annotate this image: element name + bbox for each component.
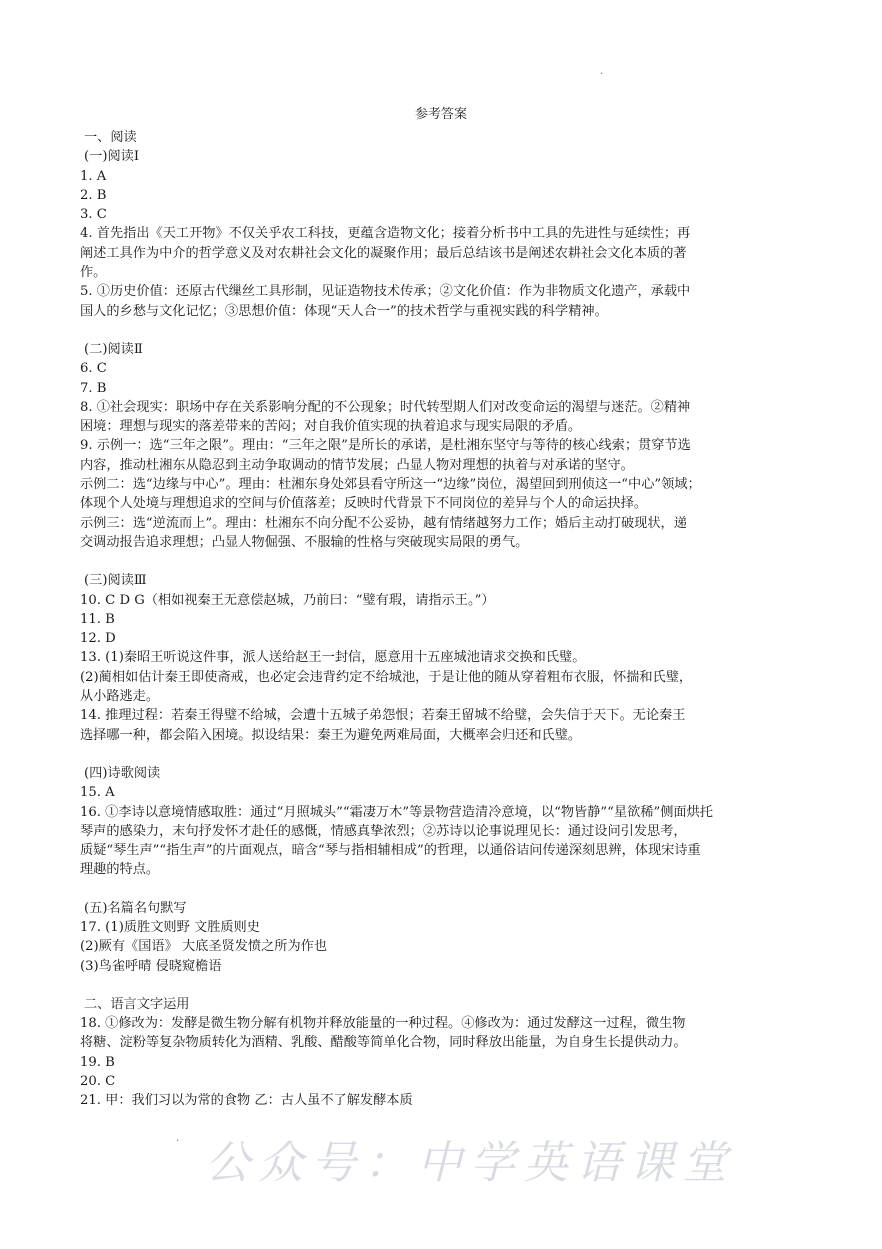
- answer-line: 示例三：选“逆流而上”。理由：杜湘东不向分配不公妥协，越有情绪越努力工作；婚后主动打破现状，递: [80, 515, 687, 531]
- answer-line: 理趣的特点。: [80, 862, 160, 878]
- page-title: 参考答案: [414, 107, 467, 122]
- paragraph-gap: [80, 321, 806, 340]
- answer-line: 10. C D G（相如视秦王无意偿赵城，乃前曰：“璧有瑕，请指示王。”）: [80, 592, 495, 608]
- answer-body: [80, 128, 806, 1111]
- section-heading: (二)阅读Ⅱ: [84, 341, 143, 357]
- answer-line: 5. ①历史价值：还原古代缫丝工具形制，见证造物技术传承；②文化价值：作为非物质文化遗产，承载中: [80, 284, 691, 300]
- section-heading: (三)阅读Ⅲ: [84, 573, 147, 589]
- answer-line: 8. ①社会现实：职场中存在关系影响分配的不公现象；时代转型期人们对改变命运的渴望与迷茫。②精神: [80, 399, 691, 415]
- section-heading: (四)诗歌阅读: [84, 765, 161, 781]
- answer-line: 3. C: [80, 207, 107, 223]
- answer-line: 质疑“琴生声”“指生声”的片面观点，暗含“琴与指相辅相成”的哲理，以通俗诘问传递深刻思辨，体现宋诗重: [80, 843, 701, 859]
- answer-line: 17. (1)质胜文则野 文胜质则史: [80, 919, 260, 935]
- answer-line: 示例二：选“边缘与中心”。理由：杜湘东身处郊县看守所这一“边缘”岗位，渴望回到刑侦这一“中心”领域；: [80, 477, 701, 493]
- answer-line: 4. 首先指出《天工开物》不仅关乎农工科技，更蕴含造物文化；接着分析书中工具的先进性与延续性；再: [80, 226, 691, 242]
- answer-line: 16. ①李诗以意境情感取胜：通过“月照城头”“霜凄万木”等景物营造清冷意境，以“物皆静”“星欲稀”侧面烘托: [80, 804, 713, 820]
- answer-line: 困境：理想与现实的落差带来的苦闷；对自我价值实现的执着追求与现实局限的矛盾。: [80, 419, 582, 435]
- paragraph-gap: [80, 745, 806, 764]
- section-heading: (一)阅读Ⅰ: [84, 149, 140, 165]
- answer-line: 12. D: [80, 631, 116, 647]
- answer-line: 15. A: [80, 785, 115, 801]
- answer-line: 阐述工具作为中介的哲学意义及对农耕社会文化的凝聚作用；最后总结该书是阐述农耕社会文化本质的著: [80, 245, 687, 261]
- answer-line: 13. (1)秦昭王听说这件事，派人送给赵王一封信，愿意用十五座城池请求交换和氏璧。: [80, 650, 586, 666]
- answer-line: 9. 示例一：选“三年之限”。理由：“三年之限”是所长的承诺，是杜湘东坚守与等待的核心线索；贯穿节选: [80, 438, 691, 454]
- answer-line: 7. B: [80, 380, 107, 396]
- answer-line: 2. B: [80, 187, 107, 203]
- answer-line: 体现个人处境与理想追求的空间与价值落差；反映时代背景下不同岗位的差异与个人的命运抉择。: [80, 496, 648, 512]
- paragraph-gap: [80, 552, 806, 571]
- section-heading: 一、阅读: [84, 130, 137, 145]
- answer-line: 交调动报告追求理想；凸显人物倔强、不服输的性格与突破现实局限的勇气。: [80, 534, 529, 550]
- answer-line: 作。: [80, 265, 107, 281]
- answer-line: 1. A: [80, 168, 107, 184]
- section-heading: (五)名篇名句默写: [84, 900, 187, 916]
- section-heading: 二、语言文字运用: [84, 996, 190, 1012]
- answer-line: 从小路逃走。: [80, 689, 160, 705]
- paragraph-gap: [80, 976, 806, 995]
- answer-line: 6. C: [80, 361, 107, 377]
- answer-line: 将糖、淀粉等复杂物质转化为酒精、乳酸、醋酸等简单化合物，同时释放出能量，为自身生长提供动力。: [80, 1035, 687, 1051]
- answer-line: (2)厥有《国语》 大底圣贤发愤之所为作也: [80, 939, 328, 955]
- header-dot: .: [600, 66, 604, 77]
- answer-line: 选择哪一种，都会陷入困境。拟设结果：秦王为避免两难局面，大概率会归还和氏璧。: [80, 727, 582, 743]
- answer-line: 11. B: [80, 611, 115, 627]
- answer-line: (3)鸟雀呼晴 侵晓窥檐语: [80, 958, 222, 974]
- answer-line: 21. 甲：我们习以为常的食物 乙：古人虽不了解发酵本质: [80, 1093, 413, 1109]
- answer-line: 18. ①修改为：发酵是微生物分解有机物并释放能量的一种过程。④修改为：通过发酵这一过程，微生物: [80, 1016, 686, 1032]
- answer-line: 19. B: [80, 1054, 115, 1070]
- answer-line: 国人的乡愁与文化记忆；③思想价值：体现“天人合一”的技术哲学与重视实践的科学精神。: [80, 303, 608, 319]
- answer-line: (2)蔺相如估计秦王即使斋戒，也必定会违背约定不给城池，于是让他的随从穿着粗布衣服，怀揣和氏璧，: [80, 669, 693, 685]
- answer-line: 内容，推动杜湘东从隐忍到主动争取调动的情节发展；凸显人物对理想的执着与对承诺的坚守。: [80, 457, 634, 473]
- answer-line: 14. 推理过程：若秦王得璧不给城，会遭十五城子弟怨恨；若秦王留城不给璧，会失信于天下。无论秦王: [80, 708, 686, 724]
- paragraph-gap: [80, 880, 806, 899]
- footer-dot: .: [176, 1133, 180, 1144]
- answer-line: 20. C: [80, 1074, 116, 1090]
- watermark-text: 公众号：中学英语课堂: [205, 1136, 736, 1189]
- answer-line: 琴声的感染力，末句抒发怀才赴任的感慨，情感真挚浓烈；②苏诗以论事说理见长：通过设问引发思考，: [80, 823, 687, 839]
